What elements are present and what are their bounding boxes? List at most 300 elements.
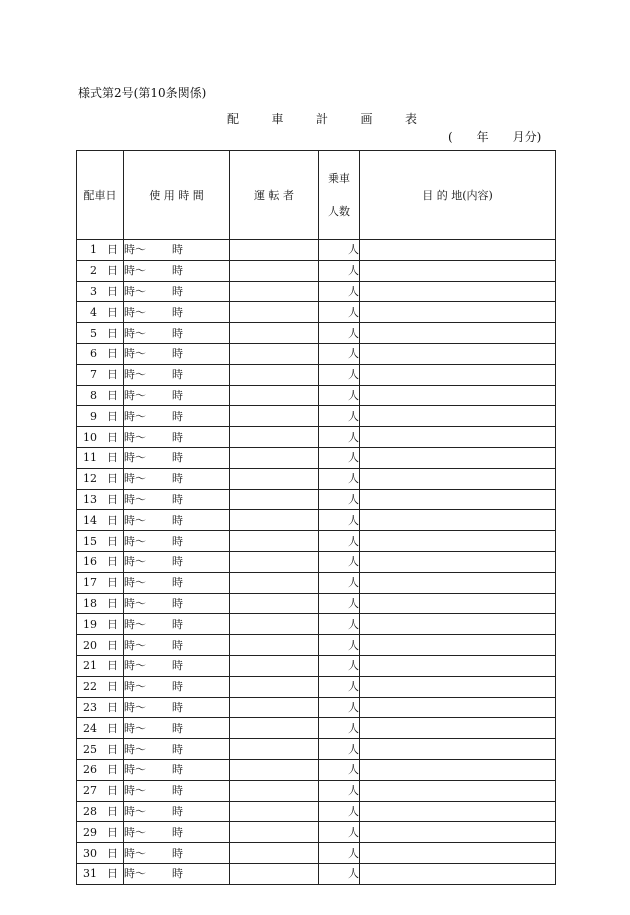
time-end-label: 時 — [172, 492, 183, 506]
destination-cell[interactable] — [360, 240, 556, 261]
day-unit: 日 — [107, 638, 118, 652]
table-row — [77, 551, 556, 572]
day-unit: 日 — [107, 763, 118, 777]
time-end-label: 時 — [172, 804, 183, 818]
title-char: 配 — [227, 112, 240, 126]
people-unit: 人 — [348, 721, 359, 735]
time-start-label: 時〜 — [124, 534, 146, 548]
time-start-label: 時〜 — [124, 472, 146, 486]
table-row — [77, 801, 556, 822]
usage-time-cell[interactable] — [124, 780, 230, 801]
passenger-count-cell[interactable] — [319, 427, 360, 448]
people-unit: 人 — [348, 534, 359, 548]
time-start-label: 時〜 — [124, 388, 146, 402]
table-row — [77, 281, 556, 302]
passenger-count-cell[interactable] — [319, 863, 360, 884]
day-number: 29 — [83, 825, 97, 839]
year-month-field[interactable]: ( 年 月分) — [448, 130, 542, 144]
usage-time-cell[interactable] — [124, 655, 230, 676]
destination-cell[interactable] — [360, 822, 556, 843]
time-start-label: 時〜 — [124, 867, 146, 881]
destination-cell[interactable] — [360, 385, 556, 406]
driver-cell[interactable] — [230, 302, 319, 323]
day-unit: 日 — [107, 804, 118, 818]
driver-cell[interactable] — [230, 822, 319, 843]
day-number: 23 — [83, 700, 97, 714]
destination-cell[interactable] — [360, 801, 556, 822]
driver-cell[interactable] — [230, 323, 319, 344]
people-unit: 人 — [348, 742, 359, 756]
day-unit: 日 — [107, 451, 118, 465]
time-end-label: 時 — [172, 388, 183, 402]
people-unit: 人 — [348, 680, 359, 694]
people-unit: 人 — [348, 472, 359, 486]
day-cell — [77, 364, 124, 385]
driver-cell[interactable] — [230, 697, 319, 718]
time-start-label: 時〜 — [124, 784, 146, 798]
time-start-label: 時〜 — [124, 659, 146, 673]
passenger-count-cell[interactable] — [319, 635, 360, 656]
passenger-count-cell[interactable] — [319, 302, 360, 323]
day-cell — [77, 302, 124, 323]
time-end-label: 時 — [172, 617, 183, 631]
usage-time-cell[interactable] — [124, 718, 230, 739]
driver-cell[interactable] — [230, 801, 319, 822]
time-start-label: 時〜 — [124, 264, 146, 278]
usage-time-cell[interactable] — [124, 343, 230, 364]
time-start-label: 時〜 — [124, 513, 146, 527]
passenger-count-cell[interactable] — [319, 551, 360, 572]
usage-time-cell[interactable] — [124, 614, 230, 635]
passenger-count-cell[interactable] — [319, 468, 360, 489]
usage-time-cell[interactable] — [124, 822, 230, 843]
time-end-label: 時 — [172, 680, 183, 694]
day-unit: 日 — [107, 409, 118, 423]
destination-cell[interactable] — [360, 780, 556, 801]
day-unit: 日 — [107, 659, 118, 673]
destination-cell[interactable] — [360, 489, 556, 510]
destination-cell[interactable] — [360, 572, 556, 593]
time-start-label: 時〜 — [124, 721, 146, 735]
day-unit: 日 — [107, 825, 118, 839]
passenger-count-cell[interactable] — [319, 697, 360, 718]
usage-time-cell[interactable] — [124, 447, 230, 468]
day-cell — [77, 468, 124, 489]
time-start-label: 時〜 — [124, 409, 146, 423]
table-row — [77, 739, 556, 760]
day-number: 8 — [90, 388, 97, 402]
usage-time-cell[interactable] — [124, 593, 230, 614]
time-start-label: 時〜 — [124, 326, 146, 340]
day-cell — [77, 718, 124, 739]
day-cell — [77, 260, 124, 281]
day-number: 4 — [90, 305, 97, 319]
destination-cell[interactable] — [360, 759, 556, 780]
time-end-label: 時 — [172, 243, 183, 257]
passenger-count-cell[interactable] — [319, 739, 360, 760]
time-end-label: 時 — [172, 742, 183, 756]
usage-time-cell[interactable] — [124, 697, 230, 718]
day-cell — [77, 655, 124, 676]
destination-cell[interactable] — [360, 447, 556, 468]
people-unit: 人 — [348, 284, 359, 298]
time-end-label: 時 — [172, 721, 183, 735]
driver-cell[interactable] — [230, 739, 319, 760]
people-unit: 人 — [348, 388, 359, 402]
usage-time-cell[interactable] — [124, 510, 230, 531]
destination-cell[interactable] — [360, 635, 556, 656]
day-cell — [77, 780, 124, 801]
table-row — [77, 614, 556, 635]
day-cell — [77, 323, 124, 344]
time-end-label: 時 — [172, 305, 183, 319]
day-unit: 日 — [107, 388, 118, 402]
usage-time-cell[interactable] — [124, 572, 230, 593]
destination-cell[interactable] — [360, 614, 556, 635]
people-unit: 人 — [348, 700, 359, 714]
passenger-count-cell[interactable] — [319, 323, 360, 344]
driver-cell[interactable] — [230, 531, 319, 552]
time-end-label: 時 — [172, 430, 183, 444]
time-end-label: 時 — [172, 555, 183, 569]
usage-time-cell[interactable] — [124, 323, 230, 344]
table-row — [77, 240, 556, 261]
day-cell — [77, 614, 124, 635]
driver-cell[interactable] — [230, 427, 319, 448]
day-number: 12 — [83, 472, 97, 486]
day-number: 9 — [90, 409, 97, 423]
driver-cell[interactable] — [230, 510, 319, 531]
passenger-count-cell[interactable] — [319, 614, 360, 635]
passenger-count-cell[interactable] — [319, 593, 360, 614]
time-start-label: 時〜 — [124, 576, 146, 590]
passenger-count-cell[interactable] — [319, 281, 360, 302]
time-start-label: 時〜 — [124, 804, 146, 818]
day-unit: 日 — [107, 284, 118, 298]
table-row — [77, 406, 556, 427]
day-unit: 日 — [107, 784, 118, 798]
driver-cell[interactable] — [230, 447, 319, 468]
day-unit: 日 — [107, 555, 118, 569]
people-unit: 人 — [348, 846, 359, 860]
people-unit: 人 — [348, 347, 359, 361]
passenger-count-cell[interactable] — [319, 489, 360, 510]
driver-cell[interactable] — [230, 863, 319, 884]
destination-cell[interactable] — [360, 531, 556, 552]
people-unit: 人 — [348, 326, 359, 340]
day-number: 20 — [83, 638, 97, 652]
destination-cell[interactable] — [360, 260, 556, 281]
table-row — [77, 843, 556, 864]
table-row — [77, 572, 556, 593]
driver-cell[interactable] — [230, 468, 319, 489]
usage-time-cell[interactable] — [124, 281, 230, 302]
driver-cell[interactable] — [230, 406, 319, 427]
people-unit: 人 — [348, 305, 359, 319]
usage-time-cell[interactable] — [124, 843, 230, 864]
day-number: 3 — [90, 284, 97, 298]
day-cell — [77, 843, 124, 864]
time-start-label: 時〜 — [124, 700, 146, 714]
passenger-count-cell[interactable] — [319, 718, 360, 739]
driver-cell[interactable] — [230, 281, 319, 302]
time-start-label: 時〜 — [124, 284, 146, 298]
destination-cell[interactable] — [360, 551, 556, 572]
destination-cell[interactable] — [360, 655, 556, 676]
usage-time-cell[interactable] — [124, 406, 230, 427]
passenger-count-cell[interactable] — [319, 655, 360, 676]
destination-cell[interactable] — [360, 427, 556, 448]
destination-cell[interactable] — [360, 718, 556, 739]
day-cell — [77, 447, 124, 468]
driver-cell[interactable] — [230, 489, 319, 510]
driver-cell[interactable] — [230, 593, 319, 614]
time-start-label: 時〜 — [124, 763, 146, 777]
time-end-label: 時 — [172, 409, 183, 423]
time-end-label: 時 — [172, 846, 183, 860]
passenger-count-cell[interactable] — [319, 531, 360, 552]
time-end-label: 時 — [172, 638, 183, 652]
destination-cell[interactable] — [360, 739, 556, 760]
time-end-label: 時 — [172, 284, 183, 298]
table-row — [77, 468, 556, 489]
driver-cell[interactable] — [230, 780, 319, 801]
day-unit: 日 — [107, 347, 118, 361]
driver-cell[interactable] — [230, 260, 319, 281]
destination-cell[interactable] — [360, 468, 556, 489]
time-end-label: 時 — [172, 596, 183, 610]
passenger-count-cell[interactable] — [319, 385, 360, 406]
time-start-label: 時〜 — [124, 555, 146, 569]
day-number: 10 — [83, 430, 97, 444]
day-unit: 日 — [107, 596, 118, 610]
day-cell — [77, 427, 124, 448]
table-row — [77, 822, 556, 843]
destination-cell[interactable] — [360, 281, 556, 302]
day-cell — [77, 385, 124, 406]
header-destination: 目 的 地(内容) — [360, 151, 556, 240]
day-unit: 日 — [107, 305, 118, 319]
time-start-label: 時〜 — [124, 742, 146, 756]
table-row — [77, 531, 556, 552]
time-start-label: 時〜 — [124, 846, 146, 860]
form-number-label: 様式第2号(第10条関係) — [78, 86, 207, 100]
passenger-count-cell[interactable] — [319, 510, 360, 531]
driver-cell[interactable] — [230, 551, 319, 572]
usage-time-cell[interactable] — [124, 468, 230, 489]
day-cell — [77, 343, 124, 364]
day-unit: 日 — [107, 534, 118, 548]
driver-cell[interactable] — [230, 843, 319, 864]
usage-time-cell[interactable] — [124, 801, 230, 822]
table-row — [77, 780, 556, 801]
destination-cell[interactable] — [360, 863, 556, 884]
title-char: 表 — [404, 112, 417, 126]
people-unit: 人 — [348, 763, 359, 777]
passenger-count-cell[interactable] — [319, 801, 360, 822]
day-cell — [77, 822, 124, 843]
time-end-label: 時 — [172, 513, 183, 527]
day-unit: 日 — [107, 472, 118, 486]
day-number: 21 — [83, 659, 97, 673]
driver-cell[interactable] — [230, 655, 319, 676]
time-end-label: 時 — [172, 763, 183, 777]
day-cell — [77, 635, 124, 656]
usage-time-cell[interactable] — [124, 240, 230, 261]
day-cell — [77, 697, 124, 718]
usage-time-cell[interactable] — [124, 551, 230, 572]
table-row — [77, 697, 556, 718]
usage-time-cell[interactable] — [124, 676, 230, 697]
table-row — [77, 655, 556, 676]
day-unit: 日 — [107, 513, 118, 527]
day-number: 1 — [90, 243, 97, 257]
table-row — [77, 635, 556, 656]
table-row — [77, 759, 556, 780]
usage-time-cell[interactable] — [124, 863, 230, 884]
passenger-count-cell[interactable] — [319, 759, 360, 780]
day-cell — [77, 676, 124, 697]
passenger-count-cell[interactable] — [319, 260, 360, 281]
people-unit: 人 — [348, 784, 359, 798]
day-cell — [77, 489, 124, 510]
people-unit: 人 — [348, 368, 359, 382]
passenger-count-cell[interactable] — [319, 572, 360, 593]
passenger-count-cell[interactable] — [319, 406, 360, 427]
title-char: 車 — [271, 112, 284, 126]
day-number: 7 — [90, 368, 97, 382]
table-row — [77, 593, 556, 614]
day-unit: 日 — [107, 264, 118, 278]
passenger-count-cell[interactable] — [319, 780, 360, 801]
day-cell — [77, 510, 124, 531]
passenger-count-cell[interactable] — [319, 822, 360, 843]
time-start-label: 時〜 — [124, 638, 146, 652]
passenger-count-cell[interactable] — [319, 676, 360, 697]
driver-cell[interactable] — [230, 718, 319, 739]
people-unit: 人 — [348, 451, 359, 465]
driver-cell[interactable] — [230, 614, 319, 635]
driver-cell[interactable] — [230, 759, 319, 780]
passenger-count-cell[interactable] — [319, 240, 360, 261]
header-usage-time: 使 用 時 間 — [124, 151, 230, 240]
usage-time-cell[interactable] — [124, 531, 230, 552]
table-row — [77, 323, 556, 344]
time-start-label: 時〜 — [124, 430, 146, 444]
usage-time-cell[interactable] — [124, 489, 230, 510]
driver-cell[interactable] — [230, 572, 319, 593]
usage-time-cell[interactable] — [124, 759, 230, 780]
destination-cell[interactable] — [360, 406, 556, 427]
time-start-label: 時〜 — [124, 825, 146, 839]
time-start-label: 時〜 — [124, 492, 146, 506]
table-row — [77, 260, 556, 281]
table-row — [77, 385, 556, 406]
people-unit: 人 — [348, 555, 359, 569]
destination-cell[interactable] — [360, 323, 556, 344]
time-end-label: 時 — [172, 264, 183, 278]
people-unit: 人 — [348, 492, 359, 506]
destination-cell[interactable] — [360, 510, 556, 531]
time-end-label: 時 — [172, 784, 183, 798]
usage-time-cell[interactable] — [124, 364, 230, 385]
time-start-label: 時〜 — [124, 347, 146, 361]
usage-time-cell[interactable] — [124, 302, 230, 323]
day-cell — [77, 281, 124, 302]
destination-cell[interactable] — [360, 343, 556, 364]
table-row — [77, 427, 556, 448]
driver-cell[interactable] — [230, 676, 319, 697]
usage-time-cell[interactable] — [124, 260, 230, 281]
day-unit: 日 — [107, 721, 118, 735]
destination-cell[interactable] — [360, 676, 556, 697]
day-number: 2 — [90, 264, 97, 278]
driver-cell[interactable] — [230, 364, 319, 385]
time-start-label: 時〜 — [124, 368, 146, 382]
destination-cell[interactable] — [360, 364, 556, 385]
day-number: 17 — [83, 576, 97, 590]
passenger-count-cell[interactable] — [319, 843, 360, 864]
driver-cell[interactable] — [230, 343, 319, 364]
day-number: 18 — [83, 596, 97, 610]
day-cell — [77, 863, 124, 884]
time-end-label: 時 — [172, 368, 183, 382]
driver-cell[interactable] — [230, 385, 319, 406]
time-end-label: 時 — [172, 867, 183, 881]
day-unit: 日 — [107, 576, 118, 590]
table-row — [77, 489, 556, 510]
table-row — [77, 447, 556, 468]
destination-cell[interactable] — [360, 697, 556, 718]
people-unit: 人 — [348, 409, 359, 423]
destination-cell[interactable] — [360, 843, 556, 864]
usage-time-cell[interactable] — [124, 739, 230, 760]
time-end-label: 時 — [172, 326, 183, 340]
people-unit: 人 — [348, 867, 359, 881]
time-end-label: 時 — [172, 659, 183, 673]
day-unit: 日 — [107, 368, 118, 382]
table-row — [77, 343, 556, 364]
usage-time-cell[interactable] — [124, 427, 230, 448]
day-number: 26 — [83, 763, 97, 777]
destination-cell[interactable] — [360, 302, 556, 323]
driver-cell[interactable] — [230, 635, 319, 656]
header-passenger-line2: 人数 — [328, 205, 350, 218]
usage-time-cell[interactable] — [124, 635, 230, 656]
day-number: 27 — [83, 784, 97, 798]
time-end-label: 時 — [172, 534, 183, 548]
day-number: 14 — [83, 513, 97, 527]
passenger-count-cell[interactable] — [319, 364, 360, 385]
usage-time-cell[interactable] — [124, 385, 230, 406]
day-unit: 日 — [107, 867, 118, 881]
people-unit: 人 — [348, 264, 359, 278]
time-end-label: 時 — [172, 451, 183, 465]
driver-cell[interactable] — [230, 240, 319, 261]
day-number: 28 — [83, 804, 97, 818]
people-unit: 人 — [348, 659, 359, 673]
passenger-count-cell[interactable] — [319, 447, 360, 468]
day-unit: 日 — [107, 680, 118, 694]
day-number: 25 — [83, 742, 97, 756]
day-cell — [77, 531, 124, 552]
day-cell — [77, 759, 124, 780]
day-unit: 日 — [107, 326, 118, 340]
passenger-count-cell[interactable] — [319, 343, 360, 364]
destination-cell[interactable] — [360, 593, 556, 614]
time-start-label: 時〜 — [124, 243, 146, 257]
day-cell — [77, 739, 124, 760]
